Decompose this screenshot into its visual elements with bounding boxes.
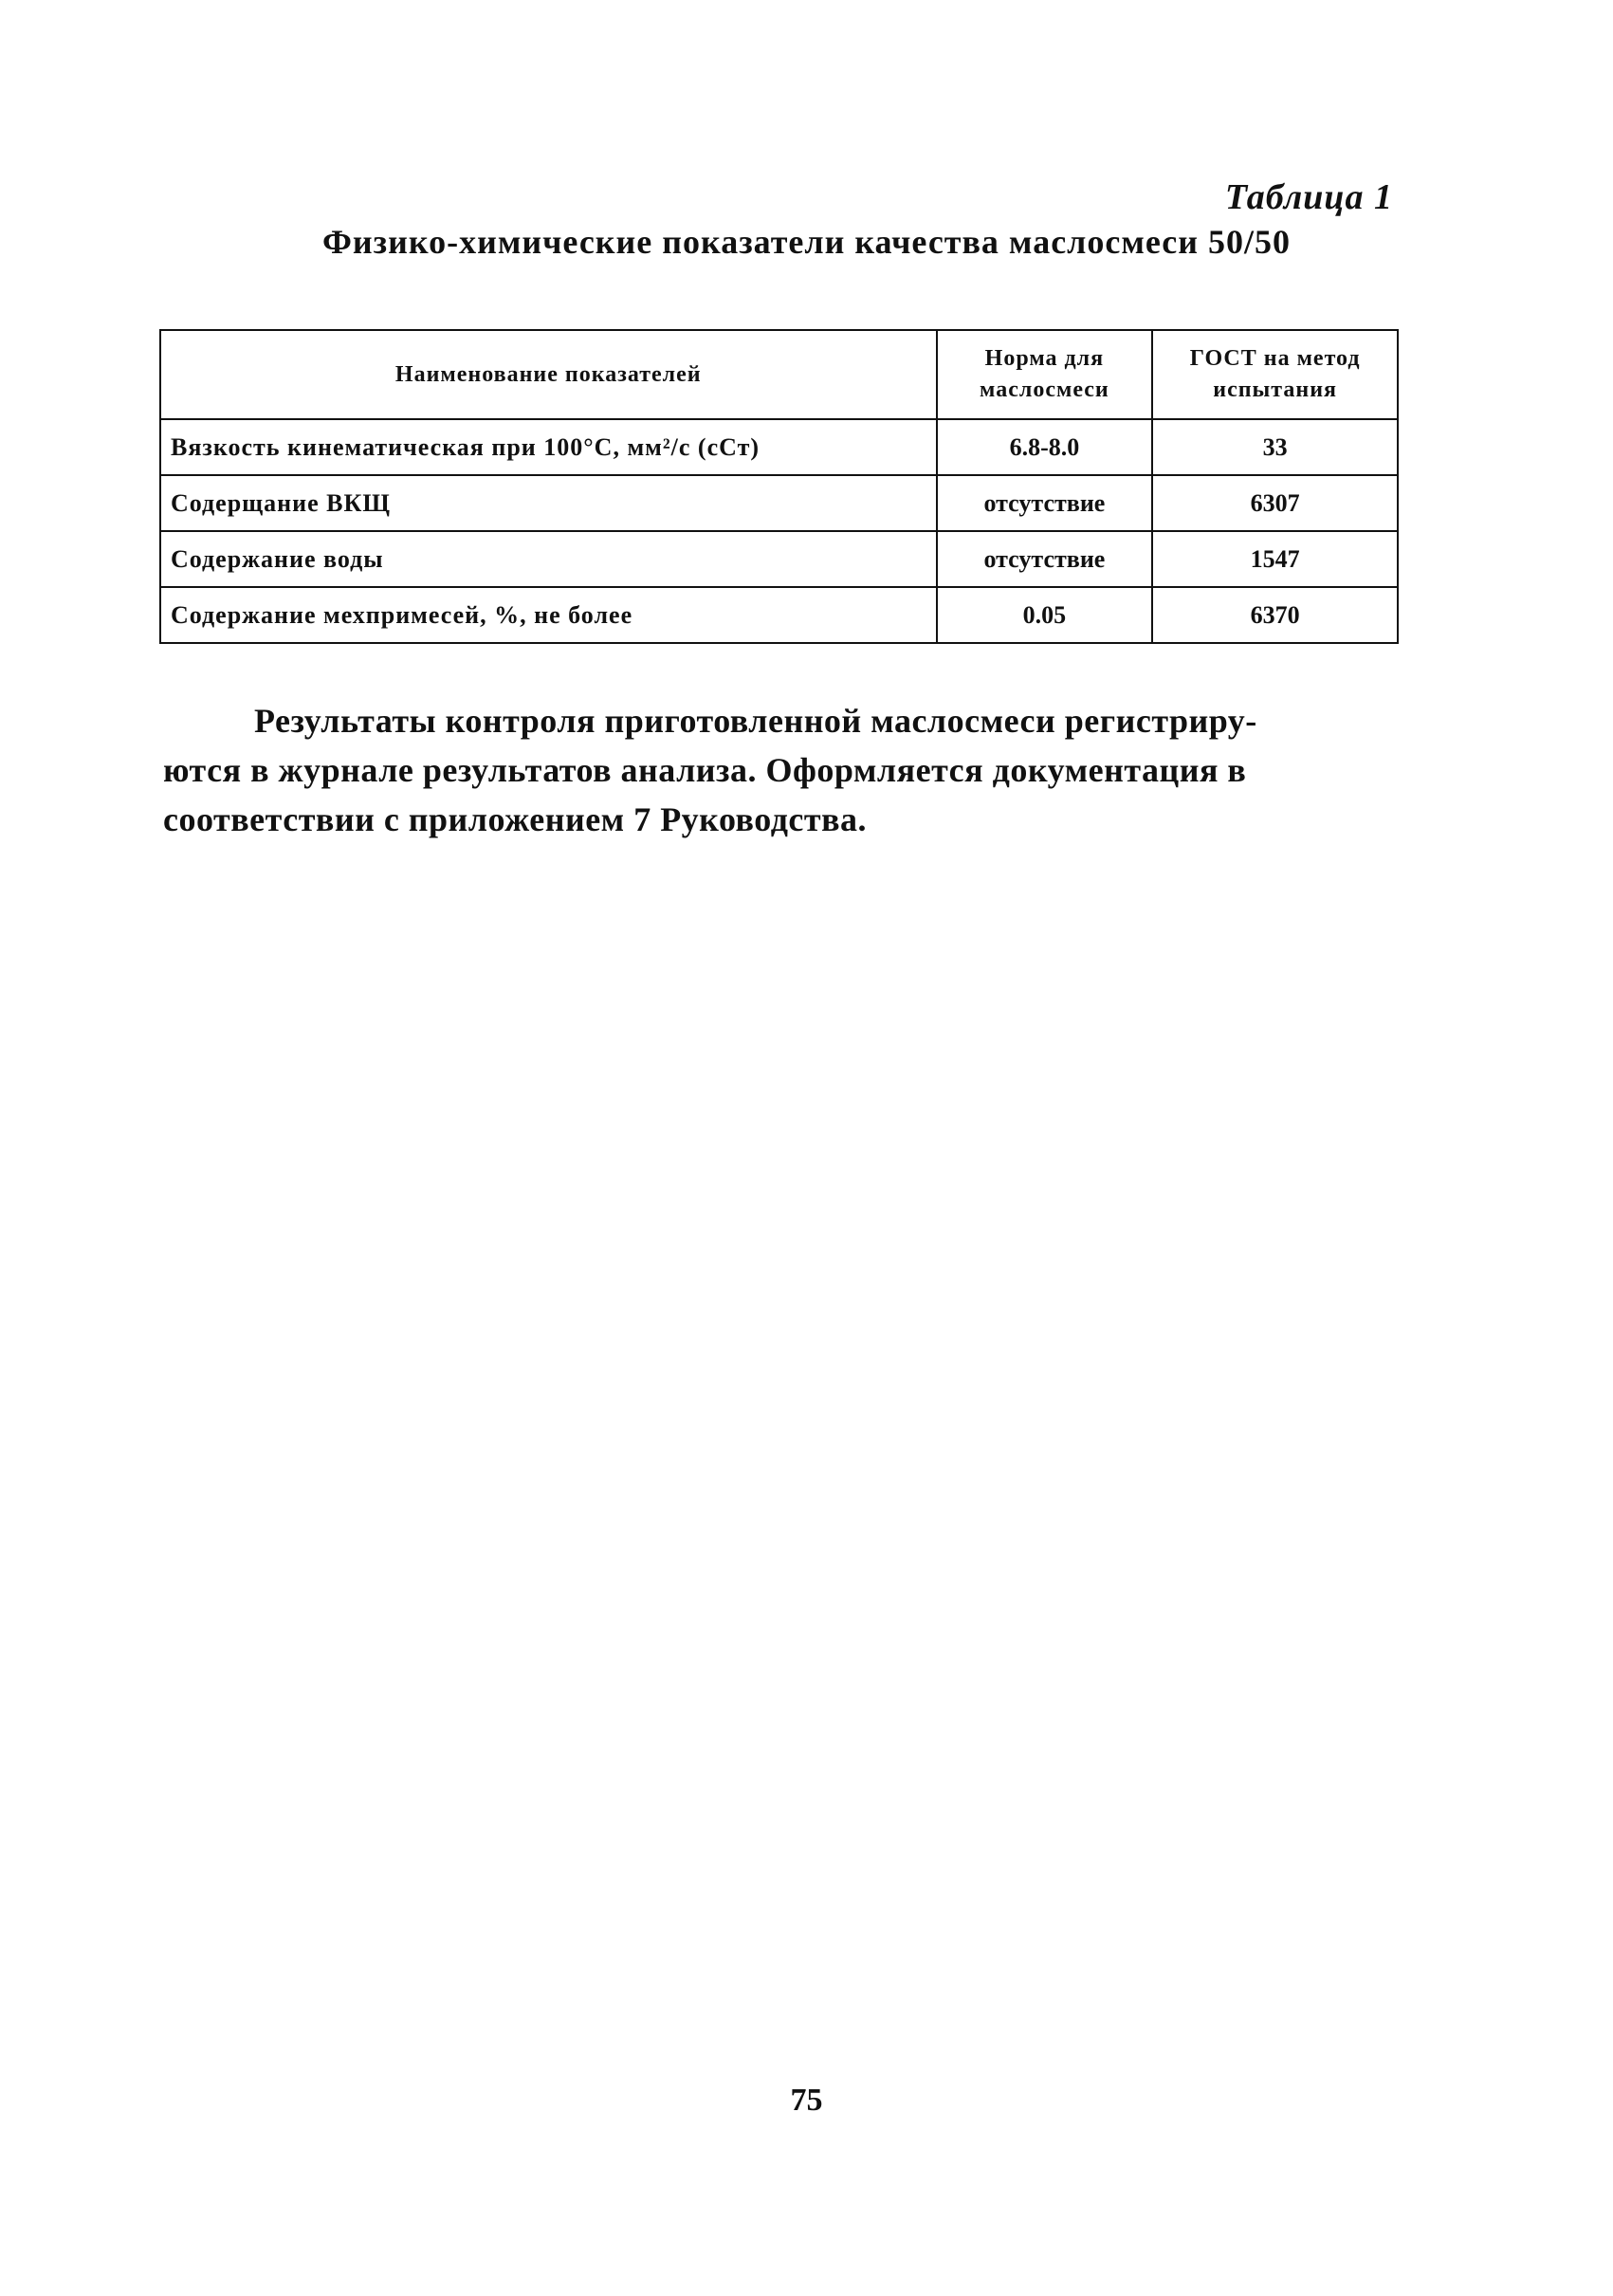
row-norm: отсутствие <box>937 475 1153 531</box>
header-norm-line2: маслосмеси <box>980 377 1109 402</box>
header-norm <box>937 330 1153 419</box>
header-gost-line2: испытания <box>1213 377 1338 402</box>
table-row <box>160 475 1398 531</box>
table-label: Таблица 1 <box>1224 177 1393 217</box>
paragraph-line-1: Результаты контроля приготовленной маслосмеси регистриру- <box>254 702 1257 740</box>
row-name: Содержание воды <box>160 531 937 587</box>
header-name <box>160 330 937 419</box>
row-norm: отсутствие <box>937 531 1153 587</box>
row-name: Содержание мехпримесей, %, не более <box>160 587 937 643</box>
row-norm: 6.8-8.0 <box>937 419 1153 475</box>
quality-indicators-table <box>159 329 1399 644</box>
page-number: 75 <box>790 2083 823 2118</box>
table-title: Физико-химические показатели качества маслосмеси 50/50 <box>321 223 1292 261</box>
row-gost: 1547 <box>1152 531 1398 587</box>
row-gost: 33 <box>1152 419 1398 475</box>
row-name: Содерщание ВКЩ <box>160 475 937 531</box>
row-name: Вязкость кинематическая при 100°С, мм²/с (сСт) <box>160 419 937 475</box>
header-name-label: Наименование показателей <box>394 361 702 387</box>
row-gost: 6307 <box>1152 475 1398 531</box>
table-row <box>160 531 1398 587</box>
table-header-row <box>160 330 1398 419</box>
paragraph-line-2: ются в журнале результатов анализа. Оформляется документация в <box>163 751 1247 789</box>
header-gost <box>1152 330 1398 419</box>
header-norm-line1: Норма для <box>984 346 1105 371</box>
row-gost: 6370 <box>1152 587 1398 643</box>
header-gost-line1: ГОСТ на метод <box>1189 346 1361 371</box>
paragraph-line-3: соответствии с приложением 7 Руководства. <box>163 800 868 838</box>
table-row <box>160 419 1398 475</box>
results-paragraph <box>163 696 1401 844</box>
row-norm: 0.05 <box>937 587 1153 643</box>
table-row <box>160 587 1398 643</box>
